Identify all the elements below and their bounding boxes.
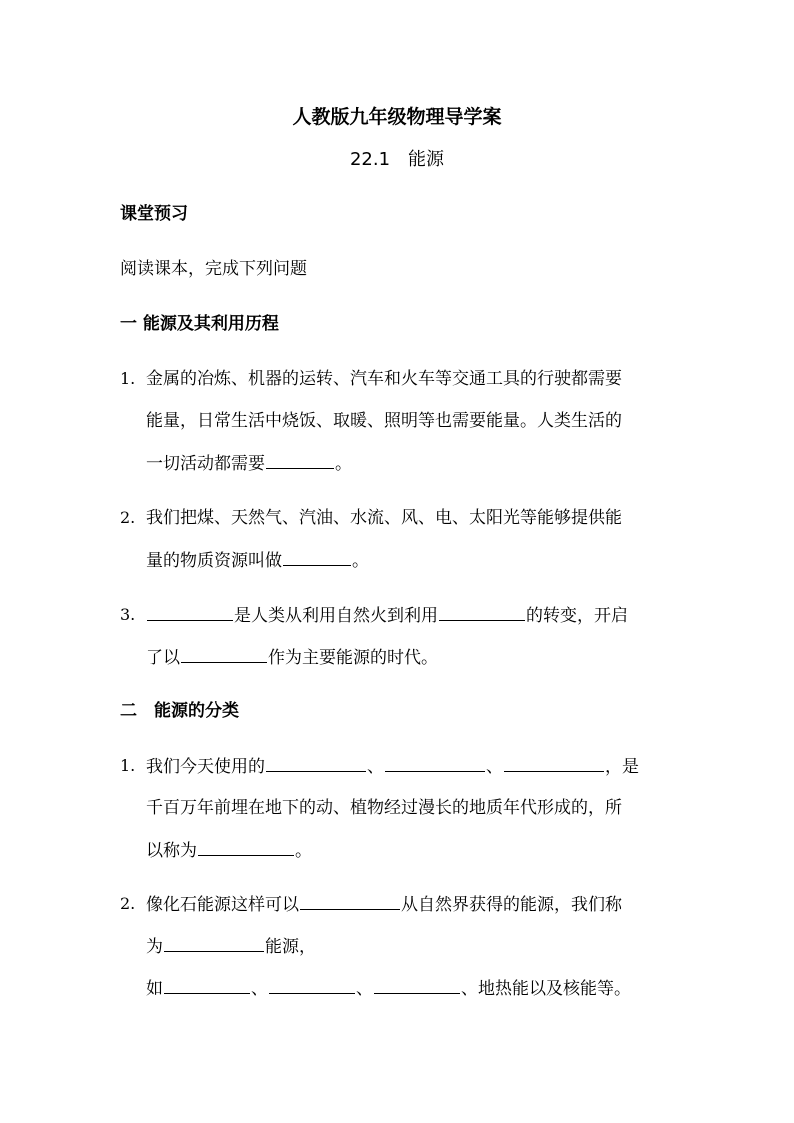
preview-instruction: 阅读课本，完成下列问题 <box>120 259 307 279</box>
s2-q1-line3-text: 以称为 <box>146 841 197 861</box>
s1-q2-line1: 我们把煤、天然气、汽油、水流、风、电、太阳光等能够提供能 <box>146 508 622 528</box>
separator: 、 <box>486 757 503 777</box>
s1-q3-line1 <box>146 604 628 627</box>
s2-q1-line1-end: ，是 <box>605 757 639 777</box>
s2-q2-line1 <box>146 893 622 916</box>
s2-q1-line1 <box>146 755 639 778</box>
s1-q3-line1-end: 的转变，开启 <box>526 606 628 626</box>
s2-q1-line3 <box>146 839 312 862</box>
s1-q1-number: 1. <box>120 369 136 388</box>
s1-q2-number: 2. <box>120 508 136 527</box>
s2-q1-line1-text: 我们今天使用的 <box>146 757 265 777</box>
answer-blank[interactable] <box>164 935 264 952</box>
s2-q2-line2 <box>146 935 316 958</box>
s1-q1-line1: 金属的冶炼、机器的运转、汽车和火车等交通工具的行驶都需要 <box>146 369 622 389</box>
s2-q2-line2-text: 为 <box>146 937 163 957</box>
answer-blank[interactable] <box>198 839 294 856</box>
answer-blank[interactable] <box>266 755 366 772</box>
answer-blank[interactable] <box>283 549 351 566</box>
lesson-subtitle: 22.1 能源 <box>349 149 445 170</box>
s1-q2-line2-end: 。 <box>352 551 369 571</box>
s1-q1-line3-end: 。 <box>335 454 352 474</box>
s2-q2-line2-end: 能源， <box>265 937 316 957</box>
section2-heading: 二 能源的分类 <box>120 701 239 721</box>
s1-q1-line3 <box>146 452 352 475</box>
section1-heading: 一 能源及其利用历程 <box>120 314 279 334</box>
s2-q2-line1-text: 像化石能源这样可以 <box>146 895 299 915</box>
s2-q1-number: 1. <box>120 756 136 775</box>
s2-q2-number: 2. <box>120 894 136 913</box>
answer-blank[interactable] <box>300 893 400 910</box>
s1-q2-line2-text: 量的物质资源叫做 <box>146 551 282 571</box>
s1-q3-number: 3. <box>120 605 136 624</box>
s1-q3-line2 <box>146 646 438 669</box>
s1-q2-line2 <box>146 549 369 572</box>
answer-blank[interactable] <box>385 755 485 772</box>
s2-q2-line3 <box>146 977 631 1000</box>
s1-q1-line2: 能量，日常生活中烧饭、取暖、照明等也需要能量。人类生活的 <box>146 411 622 431</box>
answer-blank[interactable] <box>181 646 267 663</box>
answer-blank[interactable] <box>504 755 604 772</box>
answer-blank[interactable] <box>266 452 334 469</box>
s2-q2-line1-end: 从自然界获得的能源，我们称 <box>401 895 622 915</box>
answer-blank[interactable] <box>164 977 250 994</box>
s2-q1-line3-end: 。 <box>295 841 312 861</box>
document-title: 人教版九年级物理导学案 <box>292 106 502 128</box>
separator: 、 <box>251 979 268 999</box>
answer-blank[interactable] <box>374 977 460 994</box>
s2-q2-line3-end: 、地热能以及核能等。 <box>461 979 631 999</box>
answer-blank[interactable] <box>147 604 233 621</box>
s1-q3-line1-text: 是人类从利用自然火到利用 <box>234 606 438 626</box>
separator: 、 <box>367 757 384 777</box>
s1-q3-line2-text: 了以 <box>146 648 180 668</box>
s2-q1-line2: 千百万年前埋在地下的动、植物经过漫长的地质年代形成的，所 <box>146 798 622 818</box>
s1-q1-line3-text: 一切活动都需要 <box>146 454 265 474</box>
preview-heading: 课堂预习 <box>120 204 188 224</box>
answer-blank[interactable] <box>439 604 525 621</box>
separator: 、 <box>356 979 373 999</box>
s1-q3-line2-end: 作为主要能源的时代。 <box>268 648 438 668</box>
s2-q2-line3-text: 如 <box>146 979 163 999</box>
answer-blank[interactable] <box>269 977 355 994</box>
